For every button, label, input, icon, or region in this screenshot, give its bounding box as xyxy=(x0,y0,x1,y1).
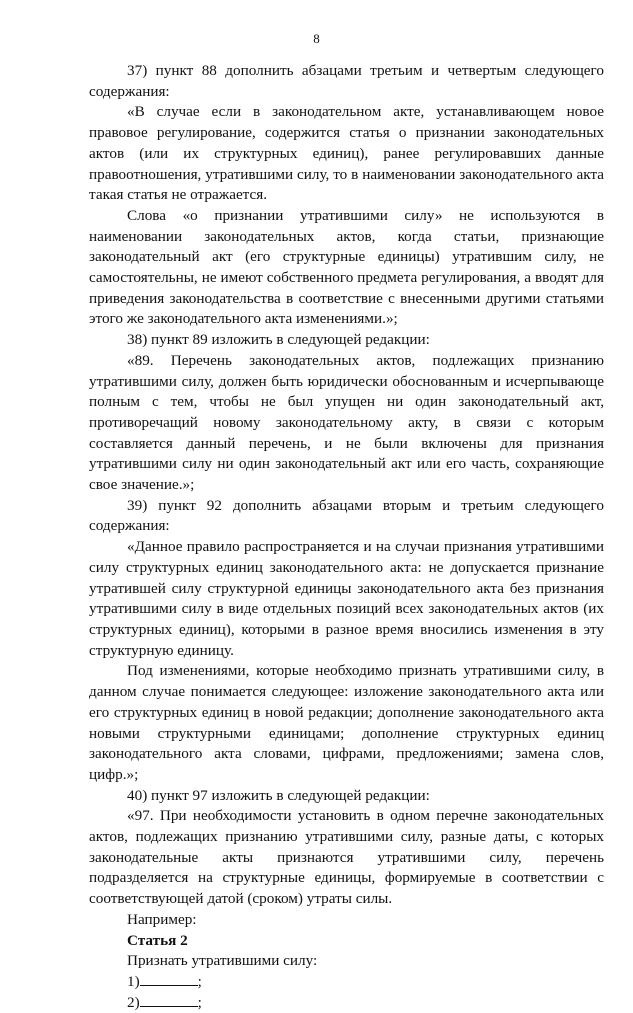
page-number: 8 xyxy=(313,31,320,46)
example-article-heading: Статья 2 xyxy=(127,931,188,949)
paragraph-92-new-text-2: Под изменениями, которые необходимо признать утратившими силу, в данном случае понимается следующее: изложение законодательного акта или его структурных единиц в новой редакции; дополнение законодательного акта новыми структурными единицами; дополнение структурных единиц законодательного акта словами, цифрами, предложениями; замена слов, цифр.»; xyxy=(89,662,604,783)
paragraph-97-new-text: «97. При необходимости установить в одном перечне законодательных актов, подлежащих признанию утратившими силу, разные даты, с которых законодательные акты признаются утратившими силу, перечень подразделяется на структурные единицы, формируемые в соответствии с соответствующей датой (сроком) утраты силы. xyxy=(89,807,604,908)
example-item-2-number: 2) xyxy=(127,993,140,1011)
example-item-1-end: ; xyxy=(197,972,202,990)
paragraph-89-new-text: «89. Перечень законодательных актов, подлежащих признанию утратившими силу, должен быть юридически обоснованным и исчерпывающе полным с тем, чтобы не был упущен ни один законодательный акт, противоречащий новому законодательному акту, в связи с которым составляется данный перечень, и не были включены для признания утратившими силу ни один законодательный акт или его часть, сохраняющие свое значение.»; xyxy=(89,351,604,494)
document-body xyxy=(89,61,604,1013)
paragraph-40: 40) пункт 97 изложить в следующей редакции: xyxy=(127,786,430,804)
paragraph-88-new-text-1: «В случае если в законодательном акте, устанавливающем новое правовое регулирование, содержится статья о признании законодательных актов (или их структурных единиц), ранее регулировавших данные правоотношения, утратившими силу, то в наименовании законодательного акта такая статья не отражается. xyxy=(89,103,604,204)
paragraph-88-new-text-2: Слова «о признании утратившими силу» не используются в наименовании законодательных актов, когда статьи, признающие законодательный акт (его структурные единицы) утратившим силу, не самостоятельны, не имеют собственного предмета регулирования, а вводят для приведения законодательства в соответствие с внесенными другими статьями этого же законодательного акта изменениями.»; xyxy=(89,206,604,328)
blank-line-1 xyxy=(140,972,198,986)
paragraph-92-new-text-1: «Данное правило распространяется и на случаи признания утратившими силу структурных единиц законодательного акта: не допускается признание утратившей силу структурной единицы законодательного акта без признания утратившими силу в виде отдельных позиций всех законодательных актов (их структурных единиц), которыми в разное время вносились изменения в эту структурную единицу. xyxy=(89,538,604,659)
example-item-1-number: 1) xyxy=(127,972,140,990)
example-text: Признать утратившими силу: xyxy=(127,952,318,970)
example-item-2-end: ; xyxy=(197,993,202,1011)
blank-line-2 xyxy=(140,993,198,1007)
paragraph-37: 37) пункт 88 дополнить абзацами третьим и четвертым следующего содержания: xyxy=(89,62,604,100)
example-list-item-2 xyxy=(89,993,604,1013)
example-list-item-1 xyxy=(89,972,604,993)
example-label: Например: xyxy=(127,910,197,928)
paragraph-38: 38) пункт 89 изложить в следующей редакции: xyxy=(127,331,430,349)
paragraph-39: 39) пункт 92 дополнить абзацами вторым и третьим следующего содержания: xyxy=(89,496,604,535)
